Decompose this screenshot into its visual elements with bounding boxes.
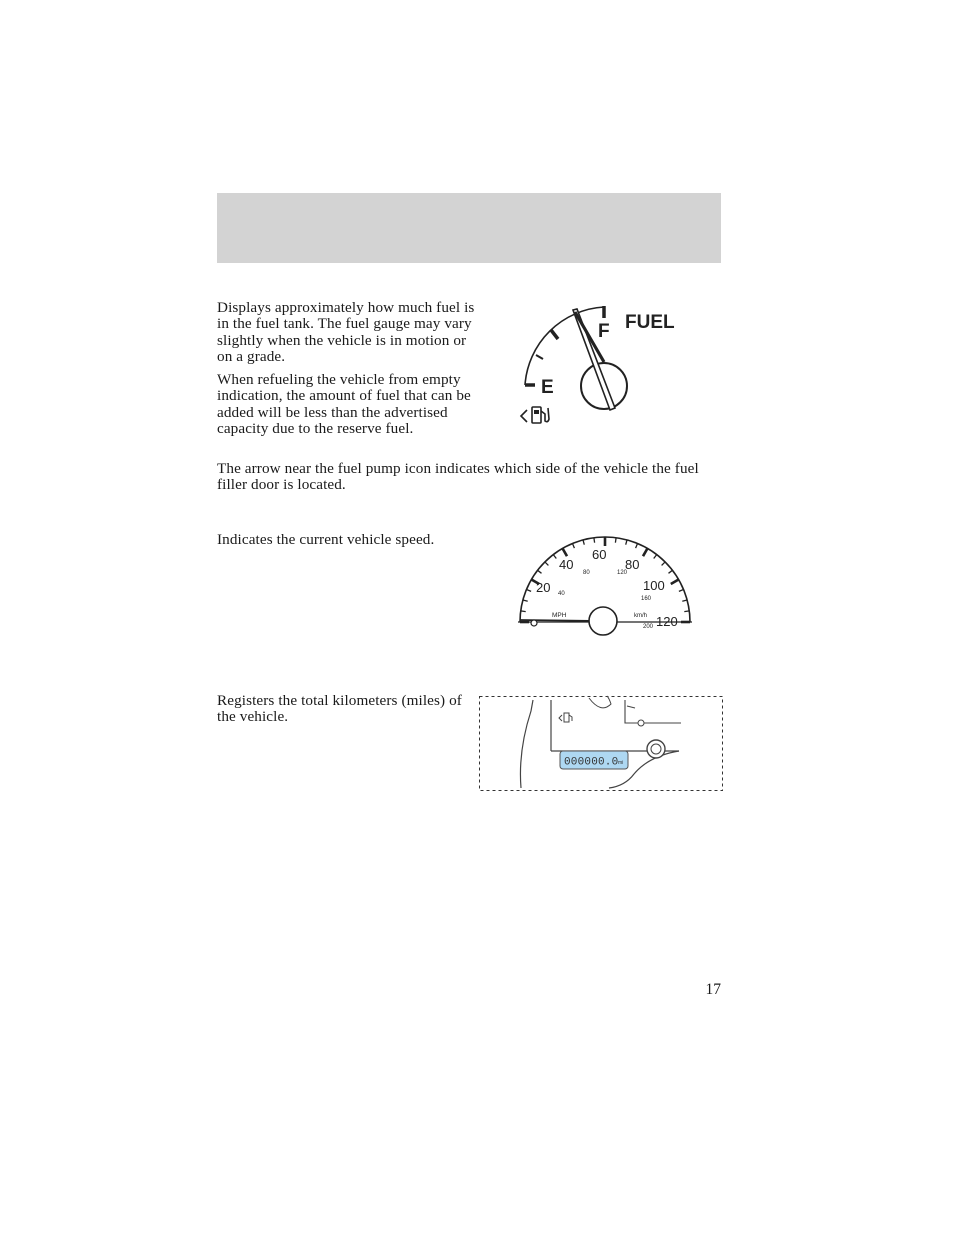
fuel-gauge-description: Displays approximately how much fuel is in the fuel tank. The fuel gauge may vary slightly when the vehicle is in motion or on a grade. <box>217 299 475 366</box>
speedometer-tick <box>527 590 532 592</box>
kmh-label-40: 40 <box>558 591 565 597</box>
speedometer-tick <box>615 538 616 543</box>
mph-label-60: 60 <box>592 547 607 562</box>
speedometer-tick <box>538 570 542 573</box>
speedometer-tick <box>553 555 556 559</box>
fuel-full-label: F <box>598 321 610 342</box>
fuel-pump-icon <box>521 407 549 423</box>
speedometer-tick <box>636 544 638 549</box>
fuel-gauge-title: FUEL <box>625 312 675 333</box>
odometer-unit: mi <box>618 760 624 766</box>
odometer-reading: 000000.0 <box>564 756 619 769</box>
page-number: 17 <box>705 981 721 998</box>
speedometer-tick <box>662 562 666 566</box>
odometer-description: Registers the total kilometers (miles) of the vehicle. <box>217 692 462 726</box>
kmh-label-200: 200 <box>643 624 654 630</box>
speedometer-tick <box>684 611 689 612</box>
speedometer-tick <box>573 544 575 549</box>
speedometer-tick <box>521 611 526 612</box>
speedometer-tick <box>654 555 657 559</box>
speedometer-tick <box>523 600 528 601</box>
mph-label-100: 100 <box>643 578 665 593</box>
mph-label-40: 40 <box>559 557 574 572</box>
mph-label-80: 80 <box>625 557 640 572</box>
kmh-unit-label: km/h <box>634 613 648 619</box>
speedometer-tick <box>545 562 549 566</box>
fuel-pump-icon-small <box>559 713 572 722</box>
mph-label-20: 20 <box>536 580 551 595</box>
fuel-door-arrow-note: The arrow near the fuel pump icon indicates which side of the vehicle the fuel filler door is located. <box>217 460 699 494</box>
mph-unit-label: MPH <box>552 612 567 619</box>
speedometer-tick <box>671 580 679 585</box>
fuel-gauge-illustration <box>505 300 685 430</box>
speedometer-illustration <box>516 537 694 637</box>
speedometer-tick <box>682 600 687 601</box>
speedometer-tick <box>643 548 648 556</box>
speedometer-tick <box>679 590 684 592</box>
speedometer-tick <box>563 548 568 556</box>
speedometer-description: Indicates the current vehicle speed. <box>217 531 435 548</box>
speedometer-tick <box>594 538 595 543</box>
kmh-label-80: 80 <box>583 570 590 576</box>
kmh-label-160: 160 <box>641 596 652 602</box>
speedometer-hub <box>589 607 617 635</box>
speedometer-reset-knob <box>531 620 537 626</box>
fuel-empty-label: E <box>541 377 554 398</box>
speedometer-tick <box>583 540 584 545</box>
speedometer-tick <box>626 540 627 545</box>
mph-label-120: 120 <box>656 614 678 629</box>
kmh-label-120: 120 <box>617 570 628 576</box>
odometer-dashed-frame <box>480 697 723 791</box>
fuel-gauge-refuel-note: When refueling the vehicle from empty indication, the amount of fuel that can be added will be less than the advertised capacity due to the reserve fuel. <box>217 371 471 438</box>
speedometer-tick <box>669 570 673 573</box>
odometer-illustration <box>479 696 723 791</box>
section-header-band <box>217 193 721 263</box>
